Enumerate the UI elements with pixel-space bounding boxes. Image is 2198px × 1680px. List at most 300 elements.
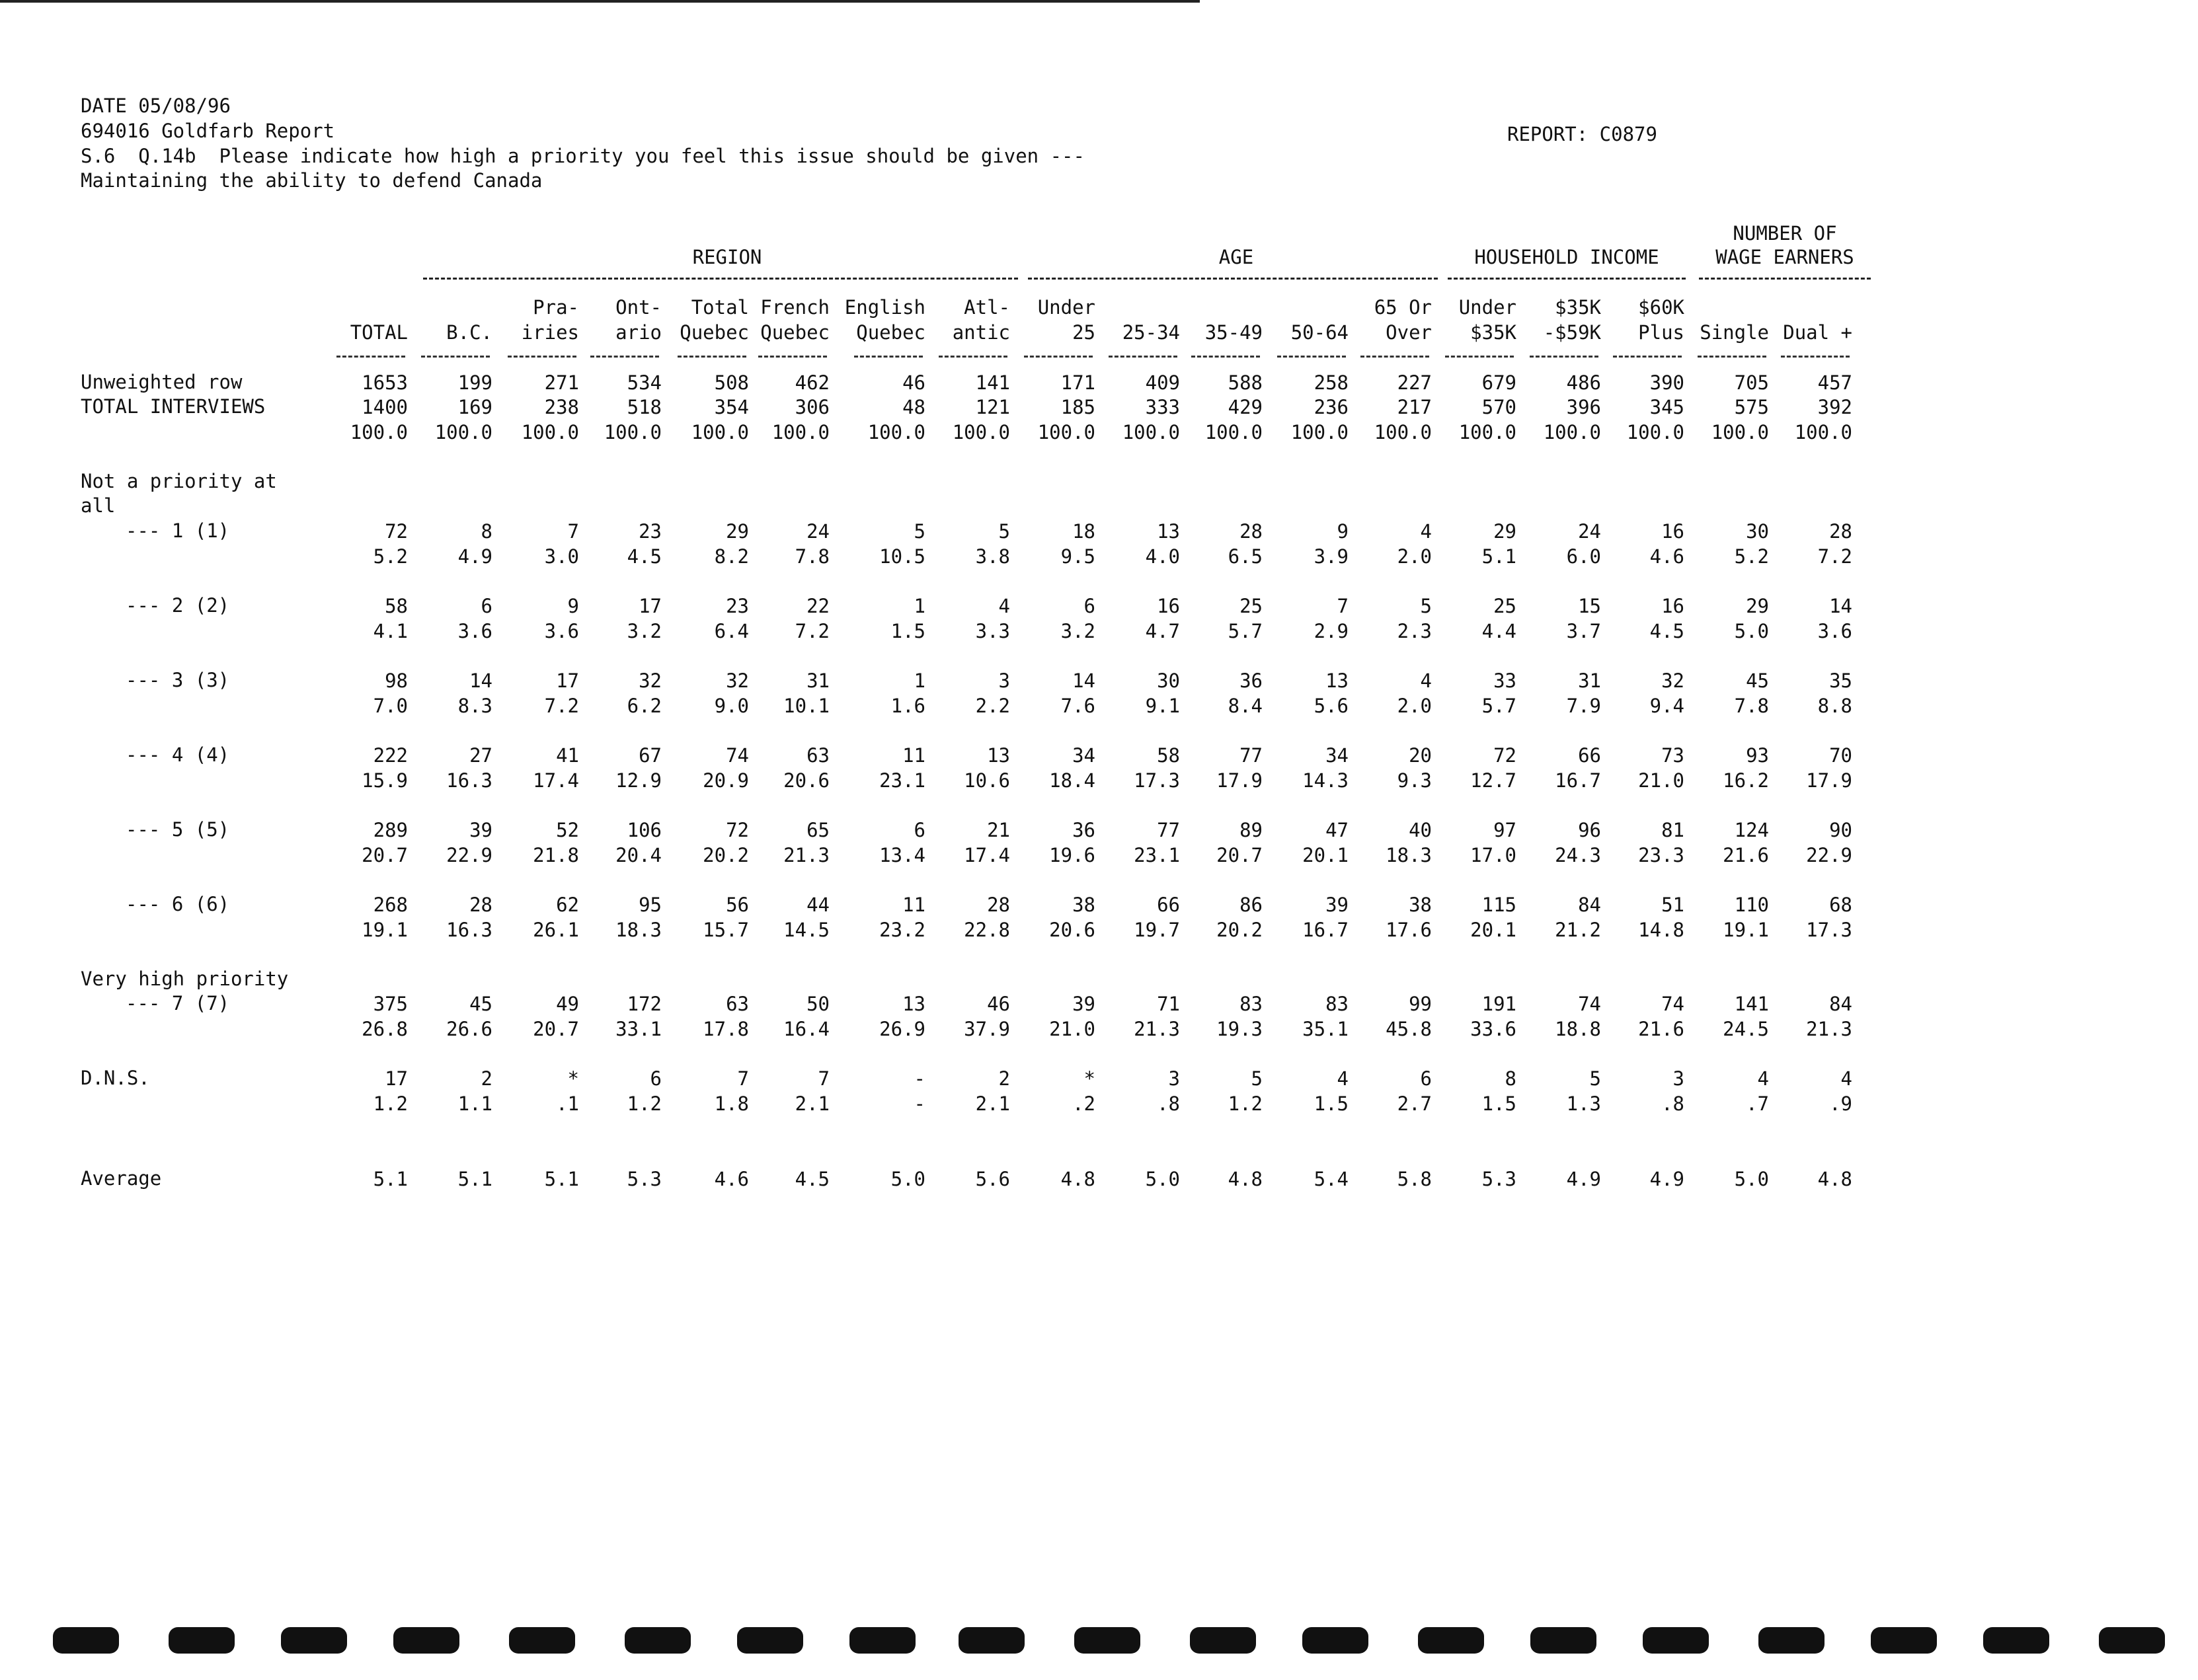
table-cell-unweighted: 409 bbox=[1145, 371, 1180, 394]
table-cell-count: 50 bbox=[806, 993, 830, 1015]
table-cell-count: 89 bbox=[1239, 819, 1263, 841]
binding-mark bbox=[509, 1627, 575, 1654]
table-cell-count: 62 bbox=[556, 894, 579, 916]
table-cell-count: 44 bbox=[806, 894, 830, 916]
table-cell-count: 124 bbox=[1734, 819, 1769, 841]
table-cell-pct: 19.1 bbox=[1723, 919, 1769, 941]
table-cell-pct: 1.2 bbox=[373, 1092, 408, 1115]
table-cell-pct: 16.3 bbox=[446, 769, 492, 792]
table-cell-count: 29 bbox=[726, 520, 749, 543]
table-cell-pct: 5.1 bbox=[1481, 545, 1516, 568]
column-header-line2: TOTAL bbox=[350, 321, 408, 344]
column-header-line1: Under bbox=[1458, 296, 1516, 319]
table-cell-count: 20 bbox=[1409, 744, 1432, 767]
table-cell-count: 13 bbox=[902, 993, 925, 1015]
table-cell-pct: 9.5 bbox=[1060, 545, 1095, 568]
binding-mark bbox=[1643, 1627, 1709, 1654]
table-cell-count: 191 bbox=[1481, 993, 1516, 1015]
table-cell-count: 39 bbox=[469, 819, 492, 841]
table-cell-count: 68 bbox=[1829, 894, 1852, 916]
table-cell-pct: 7.2 bbox=[795, 620, 830, 642]
table-cell-pct: 45.8 bbox=[1386, 1018, 1432, 1040]
table-cell-pct: .8 bbox=[1157, 1092, 1180, 1115]
table-cell-pct: 7.6 bbox=[1060, 695, 1095, 717]
table-cell-total-count: 169 bbox=[457, 396, 492, 418]
table-cell-count: 9 bbox=[1337, 520, 1349, 543]
table-cell-average: 5.3 bbox=[1481, 1168, 1516, 1190]
binding-mark bbox=[1758, 1627, 1825, 1654]
table-cell-average: 4.9 bbox=[1566, 1168, 1601, 1190]
table-cell-pct: 20.6 bbox=[1049, 919, 1095, 941]
table-cell-total-count: 392 bbox=[1817, 396, 1852, 418]
column-header-line1: Total bbox=[691, 296, 749, 319]
table-cell-unweighted: 199 bbox=[457, 371, 492, 394]
table-cell-pct: 17.0 bbox=[1470, 844, 1516, 866]
table-cell-average: 4.6 bbox=[714, 1168, 749, 1190]
table-cell-count: 6 bbox=[1420, 1067, 1432, 1090]
table-cell-count: 83 bbox=[1325, 993, 1349, 1015]
table-cell-total-pct: 100.0 bbox=[1794, 421, 1852, 443]
column-header-line1: English bbox=[844, 296, 925, 319]
table-cell-unweighted: 588 bbox=[1228, 371, 1263, 394]
table-cell-pct: 33.6 bbox=[1470, 1018, 1516, 1040]
column-underline bbox=[678, 356, 746, 358]
row-label-3: --- 3 (3) bbox=[126, 669, 230, 691]
table-cell-count: 51 bbox=[1661, 894, 1684, 916]
table-cell-count: 56 bbox=[726, 894, 749, 916]
table-cell-count: 72 bbox=[1493, 744, 1516, 767]
table-cell-pct: 3.6 bbox=[1817, 620, 1852, 642]
table-cell-average: 4.5 bbox=[795, 1168, 830, 1190]
table-cell-count: 5 bbox=[1589, 1067, 1601, 1090]
table-cell-unweighted: 457 bbox=[1817, 371, 1852, 394]
table-cell-total-pct: 100.0 bbox=[604, 421, 662, 443]
table-cell-pct: 18.3 bbox=[1386, 844, 1432, 866]
binding-mark bbox=[1074, 1627, 1140, 1654]
table-cell-count: 141 bbox=[1734, 993, 1769, 1015]
table-cell-pct: 21.3 bbox=[783, 844, 830, 866]
column-header-line2: Quebec bbox=[760, 321, 830, 344]
table-cell-pct: 1.1 bbox=[457, 1092, 492, 1115]
table-cell-pct: 2.3 bbox=[1397, 620, 1432, 642]
table-cell-count: 7 bbox=[1337, 595, 1349, 617]
table-cell-average: 4.8 bbox=[1060, 1168, 1095, 1190]
table-cell-count: 11 bbox=[902, 894, 925, 916]
table-cell-count: 17 bbox=[556, 669, 579, 692]
table-cell-count: 172 bbox=[627, 993, 662, 1015]
binding-mark bbox=[2099, 1627, 2165, 1654]
table-cell-count: 2 bbox=[481, 1067, 492, 1090]
table-cell-count: 66 bbox=[1578, 744, 1601, 767]
table-cell-pct: 24.5 bbox=[1723, 1018, 1769, 1040]
table-cell-pct: 2.1 bbox=[795, 1092, 830, 1115]
table-cell-pct: 1.6 bbox=[890, 695, 925, 717]
table-cell-pct: 19.1 bbox=[362, 919, 408, 941]
report-title: 694016 Goldfarb Report bbox=[81, 120, 335, 142]
table-cell-count: 77 bbox=[1239, 744, 1263, 767]
table-cell-count: 25 bbox=[1493, 595, 1516, 617]
table-cell-pct: 10.5 bbox=[879, 545, 925, 568]
table-cell-pct: 20.7 bbox=[533, 1018, 579, 1040]
table-cell-count: 83 bbox=[1239, 993, 1263, 1015]
table-cell-pct: 9.1 bbox=[1145, 695, 1180, 717]
table-cell-average: 5.0 bbox=[1734, 1168, 1769, 1190]
table-cell-count: 72 bbox=[726, 819, 749, 841]
table-cell-pct: 22.8 bbox=[964, 919, 1010, 941]
column-underline bbox=[758, 356, 827, 358]
table-cell-pct: 1.2 bbox=[627, 1092, 662, 1115]
table-cell-count: 13 bbox=[987, 744, 1010, 767]
table-cell-pct: 10.6 bbox=[964, 769, 1010, 792]
table-cell-average: 5.3 bbox=[627, 1168, 662, 1190]
table-cell-count: 95 bbox=[639, 894, 662, 916]
table-cell-pct: 20.9 bbox=[703, 769, 749, 792]
binding-mark bbox=[281, 1627, 347, 1654]
column-header-line2: 25-34 bbox=[1122, 321, 1180, 344]
table-cell-pct: 5.6 bbox=[1314, 695, 1349, 717]
table-cell-count: 5 bbox=[998, 520, 1010, 543]
column-header-line1: 65 Or bbox=[1374, 296, 1432, 319]
row-label-5: --- 5 (5) bbox=[126, 818, 230, 841]
table-cell-pct: 17.4 bbox=[533, 769, 579, 792]
table-cell-pct: 17.6 bbox=[1386, 919, 1432, 941]
table-cell-count: 90 bbox=[1829, 819, 1852, 841]
table-cell-unweighted: 486 bbox=[1566, 371, 1601, 394]
table-cell-pct: 21.6 bbox=[1638, 1018, 1684, 1040]
binding-mark bbox=[1983, 1627, 2049, 1654]
table-cell-pct: 21.6 bbox=[1723, 844, 1769, 866]
table-cell-count: 30 bbox=[1746, 520, 1769, 543]
table-cell-total-count: 354 bbox=[714, 396, 749, 418]
table-cell-pct: 3.3 bbox=[975, 620, 1010, 642]
binding-mark bbox=[1190, 1627, 1256, 1654]
column-header-line2: ario bbox=[615, 321, 662, 344]
table-cell-average: 5.0 bbox=[1145, 1168, 1180, 1190]
table-cell-pct: 7.0 bbox=[373, 695, 408, 717]
table-cell-count: 25 bbox=[1239, 595, 1263, 617]
column-header-line2: B.C. bbox=[446, 321, 492, 344]
table-cell-pct: 1.8 bbox=[714, 1092, 749, 1115]
table-cell-pct: 15.9 bbox=[362, 769, 408, 792]
row-label-average: Average bbox=[81, 1167, 162, 1190]
column-header-line1: Under bbox=[1037, 296, 1095, 319]
table-cell-count: 7 bbox=[818, 1067, 830, 1090]
table-cell-count: * bbox=[567, 1067, 579, 1090]
column-header-line2: 25 bbox=[1072, 321, 1095, 344]
table-cell-pct: 3.9 bbox=[1314, 545, 1349, 568]
table-cell-total-count: 1400 bbox=[362, 396, 408, 418]
table-cell-count: 49 bbox=[556, 993, 579, 1015]
table-cell-count: 58 bbox=[1157, 744, 1180, 767]
table-cell-pct: 4.4 bbox=[1481, 620, 1516, 642]
binding-mark bbox=[1418, 1627, 1484, 1654]
table-cell-pct: 3.8 bbox=[975, 545, 1010, 568]
table-cell-count: 222 bbox=[373, 744, 408, 767]
table-cell-count: 5 bbox=[1420, 595, 1432, 617]
table-cell-pct: 20.7 bbox=[362, 844, 408, 866]
row-label-not-priority-2: all bbox=[81, 494, 116, 517]
table-cell-unweighted: 46 bbox=[902, 371, 925, 394]
table-cell-pct: 8.2 bbox=[714, 545, 749, 568]
table-cell-count: 13 bbox=[1157, 520, 1180, 543]
table-cell-pct: 2.2 bbox=[975, 695, 1010, 717]
table-cell-total-count: 238 bbox=[544, 396, 579, 418]
table-cell-pct: 3.2 bbox=[1060, 620, 1095, 642]
table-cell-pct: 23.3 bbox=[1638, 844, 1684, 866]
table-cell-count: 45 bbox=[469, 993, 492, 1015]
table-cell-pct: 5.7 bbox=[1481, 695, 1516, 717]
table-cell-count: 74 bbox=[726, 744, 749, 767]
table-cell-pct: 20.1 bbox=[1470, 919, 1516, 941]
table-cell-count: 30 bbox=[1157, 669, 1180, 692]
column-header-line1: Atl- bbox=[964, 296, 1010, 319]
table-cell-pct: 17.9 bbox=[1216, 769, 1263, 792]
table-cell-pct: 20.6 bbox=[783, 769, 830, 792]
binding-mark bbox=[737, 1627, 803, 1654]
table-cell-count: 1 bbox=[914, 669, 925, 692]
column-underline bbox=[1277, 356, 1346, 358]
table-cell-total-pct: 100.0 bbox=[867, 421, 925, 443]
table-cell-count: 13 bbox=[1325, 669, 1349, 692]
row-label-7: --- 7 (7) bbox=[126, 992, 230, 1014]
table-cell-pct: 23.1 bbox=[1134, 844, 1180, 866]
table-cell-count: 32 bbox=[1661, 669, 1684, 692]
table-cell-pct: 7.8 bbox=[795, 545, 830, 568]
table-cell-pct: 26.8 bbox=[362, 1018, 408, 1040]
table-cell-pct: 5.7 bbox=[1228, 620, 1263, 642]
table-cell-pct: 18.3 bbox=[615, 919, 662, 941]
table-cell-count: 96 bbox=[1578, 819, 1601, 841]
table-cell-pct: 8.8 bbox=[1817, 695, 1852, 717]
table-cell-pct: 9.3 bbox=[1397, 769, 1432, 792]
table-cell-count: 8 bbox=[481, 520, 492, 543]
table-cell-pct: 26.9 bbox=[879, 1018, 925, 1040]
table-cell-count: 47 bbox=[1325, 819, 1349, 841]
table-cell-count: 11 bbox=[902, 744, 925, 767]
table-cell-count: 81 bbox=[1661, 819, 1684, 841]
table-cell-total-count: 345 bbox=[1649, 396, 1684, 418]
column-header-line2: Over bbox=[1386, 321, 1432, 344]
table-cell-unweighted: 390 bbox=[1649, 371, 1684, 394]
column-header-line1: Pra- bbox=[533, 296, 579, 319]
table-cell-pct: 37.9 bbox=[964, 1018, 1010, 1040]
column-underline bbox=[508, 356, 576, 358]
table-cell-count: 41 bbox=[556, 744, 579, 767]
table-cell-count: 5 bbox=[914, 520, 925, 543]
table-cell-pct: 9.0 bbox=[714, 695, 749, 717]
table-cell-unweighted: 141 bbox=[975, 371, 1010, 394]
table-cell-count: 28 bbox=[987, 894, 1010, 916]
table-cell-count: 28 bbox=[469, 894, 492, 916]
table-cell-average: 5.1 bbox=[544, 1168, 579, 1190]
table-cell-count: 22 bbox=[806, 595, 830, 617]
table-cell-total-pct: 100.0 bbox=[952, 421, 1010, 443]
table-cell-unweighted: 1653 bbox=[362, 371, 408, 394]
table-cell-count: 31 bbox=[1578, 669, 1601, 692]
column-header-line2: iries bbox=[521, 321, 579, 344]
table-cell-count: 289 bbox=[373, 819, 408, 841]
table-cell-total-pct: 100.0 bbox=[1626, 421, 1684, 443]
table-cell-pct: 3.6 bbox=[544, 620, 579, 642]
column-underline bbox=[1445, 356, 1514, 358]
table-cell-total-pct: 100.0 bbox=[521, 421, 579, 443]
column-header-line2: Quebec bbox=[856, 321, 925, 344]
table-cell-count: 4 bbox=[1420, 669, 1432, 692]
table-cell-average: 4.9 bbox=[1649, 1168, 1684, 1190]
column-underline bbox=[854, 356, 923, 358]
column-underline bbox=[1698, 356, 1766, 358]
table-cell-pct: 3.2 bbox=[627, 620, 662, 642]
table-cell-total-pct: 100.0 bbox=[1204, 421, 1263, 443]
group-region: REGION bbox=[692, 246, 762, 268]
table-cell-pct: 6.0 bbox=[1566, 545, 1601, 568]
table-cell-count: 38 bbox=[1072, 894, 1095, 916]
column-underline bbox=[1613, 356, 1682, 358]
column-header-line2: antic bbox=[952, 321, 1010, 344]
group-wage-earners-line2: WAGE EARNERS bbox=[1715, 246, 1854, 268]
table-cell-count: 84 bbox=[1578, 894, 1601, 916]
table-cell-count: 3 bbox=[998, 669, 1010, 692]
column-header-line1: French bbox=[760, 296, 830, 319]
table-cell-pct: 21.0 bbox=[1638, 769, 1684, 792]
table-cell-count: 34 bbox=[1325, 744, 1349, 767]
table-cell-pct: 2.0 bbox=[1397, 545, 1432, 568]
table-cell-total-pct: 100.0 bbox=[1374, 421, 1432, 443]
income-divider bbox=[1448, 278, 1686, 280]
table-cell-count: 268 bbox=[373, 894, 408, 916]
table-cell-count: 16 bbox=[1661, 595, 1684, 617]
table-cell-average: 4.8 bbox=[1228, 1168, 1263, 1190]
table-cell-total-count: 236 bbox=[1314, 396, 1349, 418]
table-cell-count: 6 bbox=[1083, 595, 1095, 617]
report-date: DATE 05/08/96 bbox=[81, 95, 231, 117]
table-cell-count: 39 bbox=[1072, 993, 1095, 1015]
table-cell-average: 5.6 bbox=[975, 1168, 1010, 1190]
table-cell-count: 17 bbox=[639, 595, 662, 617]
table-cell-pct: 15.7 bbox=[703, 919, 749, 941]
group-age: AGE bbox=[1218, 246, 1254, 268]
table-cell-pct: 4.9 bbox=[457, 545, 492, 568]
table-cell-count: 27 bbox=[469, 744, 492, 767]
table-cell-count: 375 bbox=[373, 993, 408, 1015]
table-cell-pct: .1 bbox=[556, 1092, 579, 1115]
column-header-line2: Plus bbox=[1638, 321, 1684, 344]
table-cell-pct: 4.6 bbox=[1649, 545, 1684, 568]
report-id: REPORT: C0879 bbox=[1507, 123, 1657, 145]
row-label-4: --- 4 (4) bbox=[126, 744, 230, 766]
table-cell-pct: 14.8 bbox=[1638, 919, 1684, 941]
table-cell-pct: 5.2 bbox=[1734, 545, 1769, 568]
table-cell-count: 93 bbox=[1746, 744, 1769, 767]
table-cell-count: 52 bbox=[556, 819, 579, 841]
table-cell-pct: 3.7 bbox=[1566, 620, 1601, 642]
column-header-line2: Single bbox=[1700, 321, 1769, 344]
table-cell-count: 14 bbox=[1072, 669, 1095, 692]
column-header-line1: $60K bbox=[1638, 296, 1684, 319]
table-cell-pct: 19.6 bbox=[1049, 844, 1095, 866]
table-cell-count: 65 bbox=[806, 819, 830, 841]
table-cell-pct: 16.4 bbox=[783, 1018, 830, 1040]
column-underline bbox=[1024, 356, 1093, 358]
table-cell-average: 4.8 bbox=[1817, 1168, 1852, 1190]
table-cell-count: 115 bbox=[1481, 894, 1516, 916]
column-underline bbox=[336, 356, 405, 358]
table-cell-average: 5.8 bbox=[1397, 1168, 1432, 1190]
binding-mark bbox=[849, 1627, 916, 1654]
table-cell-total-count: 575 bbox=[1734, 396, 1769, 418]
table-cell-pct: 21.3 bbox=[1806, 1018, 1852, 1040]
row-label-2: --- 2 (2) bbox=[126, 594, 230, 617]
table-cell-count: 73 bbox=[1661, 744, 1684, 767]
table-cell-count: 97 bbox=[1493, 819, 1516, 841]
table-cell-pct: 18.8 bbox=[1555, 1018, 1601, 1040]
column-header-line2: Quebec bbox=[680, 321, 749, 344]
table-cell-pct: 12.9 bbox=[615, 769, 662, 792]
binding-mark bbox=[169, 1627, 235, 1654]
age-divider bbox=[1028, 278, 1438, 280]
row-label-6: --- 6 (6) bbox=[126, 893, 230, 915]
binding-mark bbox=[1302, 1627, 1368, 1654]
table-cell-pct: 23.2 bbox=[879, 919, 925, 941]
table-cell-pct: 24.3 bbox=[1555, 844, 1601, 866]
table-cell-count: 35 bbox=[1829, 669, 1852, 692]
binding-mark bbox=[1871, 1627, 1937, 1654]
table-cell-count: 86 bbox=[1239, 894, 1263, 916]
table-cell-average: 5.4 bbox=[1314, 1168, 1349, 1190]
table-cell-pct: 20.4 bbox=[615, 844, 662, 866]
table-cell-pct: 12.7 bbox=[1470, 769, 1516, 792]
table-cell-unweighted: 679 bbox=[1481, 371, 1516, 394]
table-cell-pct: 2.9 bbox=[1314, 620, 1349, 642]
column-underline bbox=[939, 356, 1007, 358]
top-border-line bbox=[0, 0, 1200, 3]
table-cell-pct: 22.9 bbox=[1806, 844, 1852, 866]
table-cell-unweighted: 227 bbox=[1397, 371, 1432, 394]
table-cell-count: 23 bbox=[726, 595, 749, 617]
table-cell-pct: 21.2 bbox=[1555, 919, 1601, 941]
table-cell-pct: 4.5 bbox=[1649, 620, 1684, 642]
binding-mark bbox=[959, 1627, 1025, 1654]
table-cell-count: 6 bbox=[914, 819, 925, 841]
table-cell-unweighted: 271 bbox=[544, 371, 579, 394]
table-cell-count: 58 bbox=[385, 595, 408, 617]
table-cell-pct: 13.4 bbox=[879, 844, 925, 866]
binding-mark bbox=[53, 1627, 119, 1654]
table-cell-pct: 8.3 bbox=[457, 695, 492, 717]
table-cell-pct: 22.9 bbox=[446, 844, 492, 866]
table-cell-total-count: 306 bbox=[795, 396, 830, 418]
table-cell-pct: 7.8 bbox=[1734, 695, 1769, 717]
table-cell-pct: 1.3 bbox=[1566, 1092, 1601, 1115]
binding-mark bbox=[393, 1627, 459, 1654]
table-cell-count: 28 bbox=[1239, 520, 1263, 543]
table-cell-pct: 21.3 bbox=[1134, 1018, 1180, 1040]
table-cell-total-pct: 100.0 bbox=[434, 421, 492, 443]
table-cell-pct: 4.0 bbox=[1145, 545, 1180, 568]
table-cell-count: 66 bbox=[1157, 894, 1180, 916]
issue-text: Maintaining the ability to defend Canada bbox=[81, 169, 543, 192]
table-cell-count: 36 bbox=[1239, 669, 1263, 692]
table-cell-total-pct: 100.0 bbox=[771, 421, 830, 443]
table-cell-unweighted: 705 bbox=[1734, 371, 1769, 394]
table-cell-pct: 17.9 bbox=[1806, 769, 1852, 792]
table-cell-count: 6 bbox=[650, 1067, 662, 1090]
table-cell-pct: 33.1 bbox=[615, 1018, 662, 1040]
table-cell-total-pct: 100.0 bbox=[1290, 421, 1349, 443]
table-cell-count: 38 bbox=[1409, 894, 1432, 916]
table-cell-count: 24 bbox=[1578, 520, 1601, 543]
table-cell-count: 9 bbox=[567, 595, 579, 617]
